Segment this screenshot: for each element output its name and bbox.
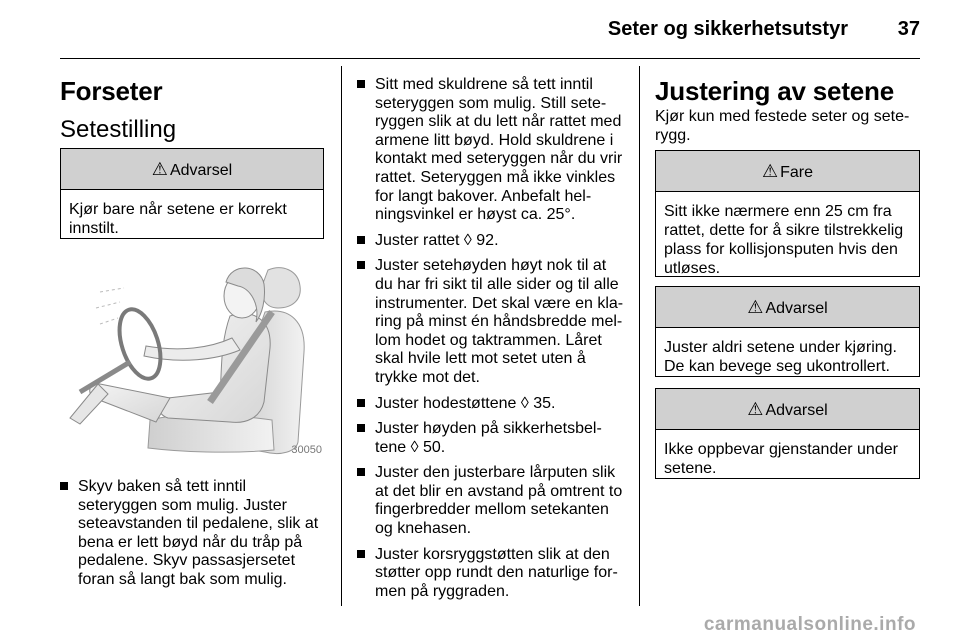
list-item: Juster korsryggstøtten slik at den støtter opp rundt den naturlige formen på ryggraden. xyxy=(357,546,627,602)
warning-text: Kjør bare når setene er korrekt innstilt. xyxy=(69,201,287,237)
warning-box-header xyxy=(656,287,919,328)
section-heading-justering: Justering av setene xyxy=(655,76,894,106)
warning-triangle-icon: ⚠ xyxy=(747,399,764,419)
square-bullet-icon xyxy=(357,424,365,432)
driver-seat-illustration xyxy=(60,252,324,458)
warning-triangle-icon: ⚠ xyxy=(747,297,764,317)
square-bullet-icon xyxy=(357,261,365,269)
warning-box-header xyxy=(656,389,919,430)
subsection-heading: Setestilling xyxy=(60,116,177,143)
list-item: Juster rattet ◊ 92. xyxy=(357,232,627,251)
warning-triangle-icon: ⚠ xyxy=(761,161,779,181)
intro-paragraph: Kjør kun med festede seter og seterygg. xyxy=(655,108,910,144)
list-item: Skyv baken så tett inntil seteryggen som mulig. Juster seteavstanden til pedalene, slik at bena er lett bøyd når du tråp på pedalene. Skyv passasjersetet foran så langt bak som mulig. xyxy=(60,478,326,590)
warning-text: Ikke oppbevar gjenstander under setene. xyxy=(664,441,898,477)
list-item: Juster hodestøttene ◊ 35. xyxy=(357,395,627,414)
section-heading: Forseter xyxy=(60,76,163,106)
square-bullet-icon xyxy=(357,80,365,88)
warning-box-header xyxy=(61,149,323,190)
danger-box-header xyxy=(656,151,919,192)
seat-position-illustration xyxy=(60,252,324,458)
square-bullet-icon xyxy=(60,482,68,490)
warning-triangle-icon: ⚠ xyxy=(151,159,168,179)
col1-bullet-list xyxy=(60,478,326,597)
warning-box xyxy=(60,148,324,239)
square-bullet-icon xyxy=(357,236,365,244)
square-bullet-icon xyxy=(357,468,365,476)
danger-box xyxy=(655,150,920,277)
warning-label: Advarsel xyxy=(765,402,828,419)
list-item: Juster den justerbare lårputen slik at det blir en avstand på omtrent to fingerbredder mellom setekanten og knehasen. xyxy=(357,464,627,538)
watermark: carmanualsonline.info xyxy=(703,614,916,635)
warning-box xyxy=(655,388,920,479)
danger-label: Fare xyxy=(780,164,814,181)
warning-text: Juster aldri setene under kjøring. De kan bevege seg ukontrollert. xyxy=(664,339,897,375)
square-bullet-icon xyxy=(357,399,365,407)
page-number: 37 xyxy=(897,18,920,40)
list-item: Juster setehøyden høyt nok til at du har fri sikt til alle sider og til alle instrumenter. Det skal være en klaring på minst én håndsbredde mellom hodet og taktrammen. Låret skal hvile lett mot setet uten å trykke mot det. xyxy=(357,257,627,387)
col2-bullet-list xyxy=(357,76,627,608)
column-divider-2 xyxy=(639,66,640,606)
square-bullet-icon xyxy=(357,550,365,558)
warning-label: Advarsel xyxy=(765,300,828,317)
warning-box xyxy=(655,286,920,377)
column-divider-1 xyxy=(341,66,342,606)
warning-label: Advarsel xyxy=(169,162,233,179)
figure-code: 30050 xyxy=(291,444,322,456)
running-header-title: Seter og sikkerhetsutstyr xyxy=(607,18,848,40)
list-item: Sitt med skuldrene så tett inntil seteryggen som mulig. Still seteryggen slik at du lett når rattet med armene litt bøyd. Hold skuldrene i kontakt med seteryggen når du vrir rattet. Seteryggen må ikke vinkles for langt bakover. Anbefalt helningsvinkel er høyst ca. 25°. xyxy=(357,76,627,225)
list-item: Juster høyden på sikkerhetsbeltene ◊ 50. xyxy=(357,420,627,457)
header-rule xyxy=(60,58,920,59)
danger-text: Sitt ikke nærmere enn 25 cm fra rattet, dette for å sikre tilstrekkelig plass for kollisjonsputen hvis den utløses. xyxy=(664,203,904,277)
